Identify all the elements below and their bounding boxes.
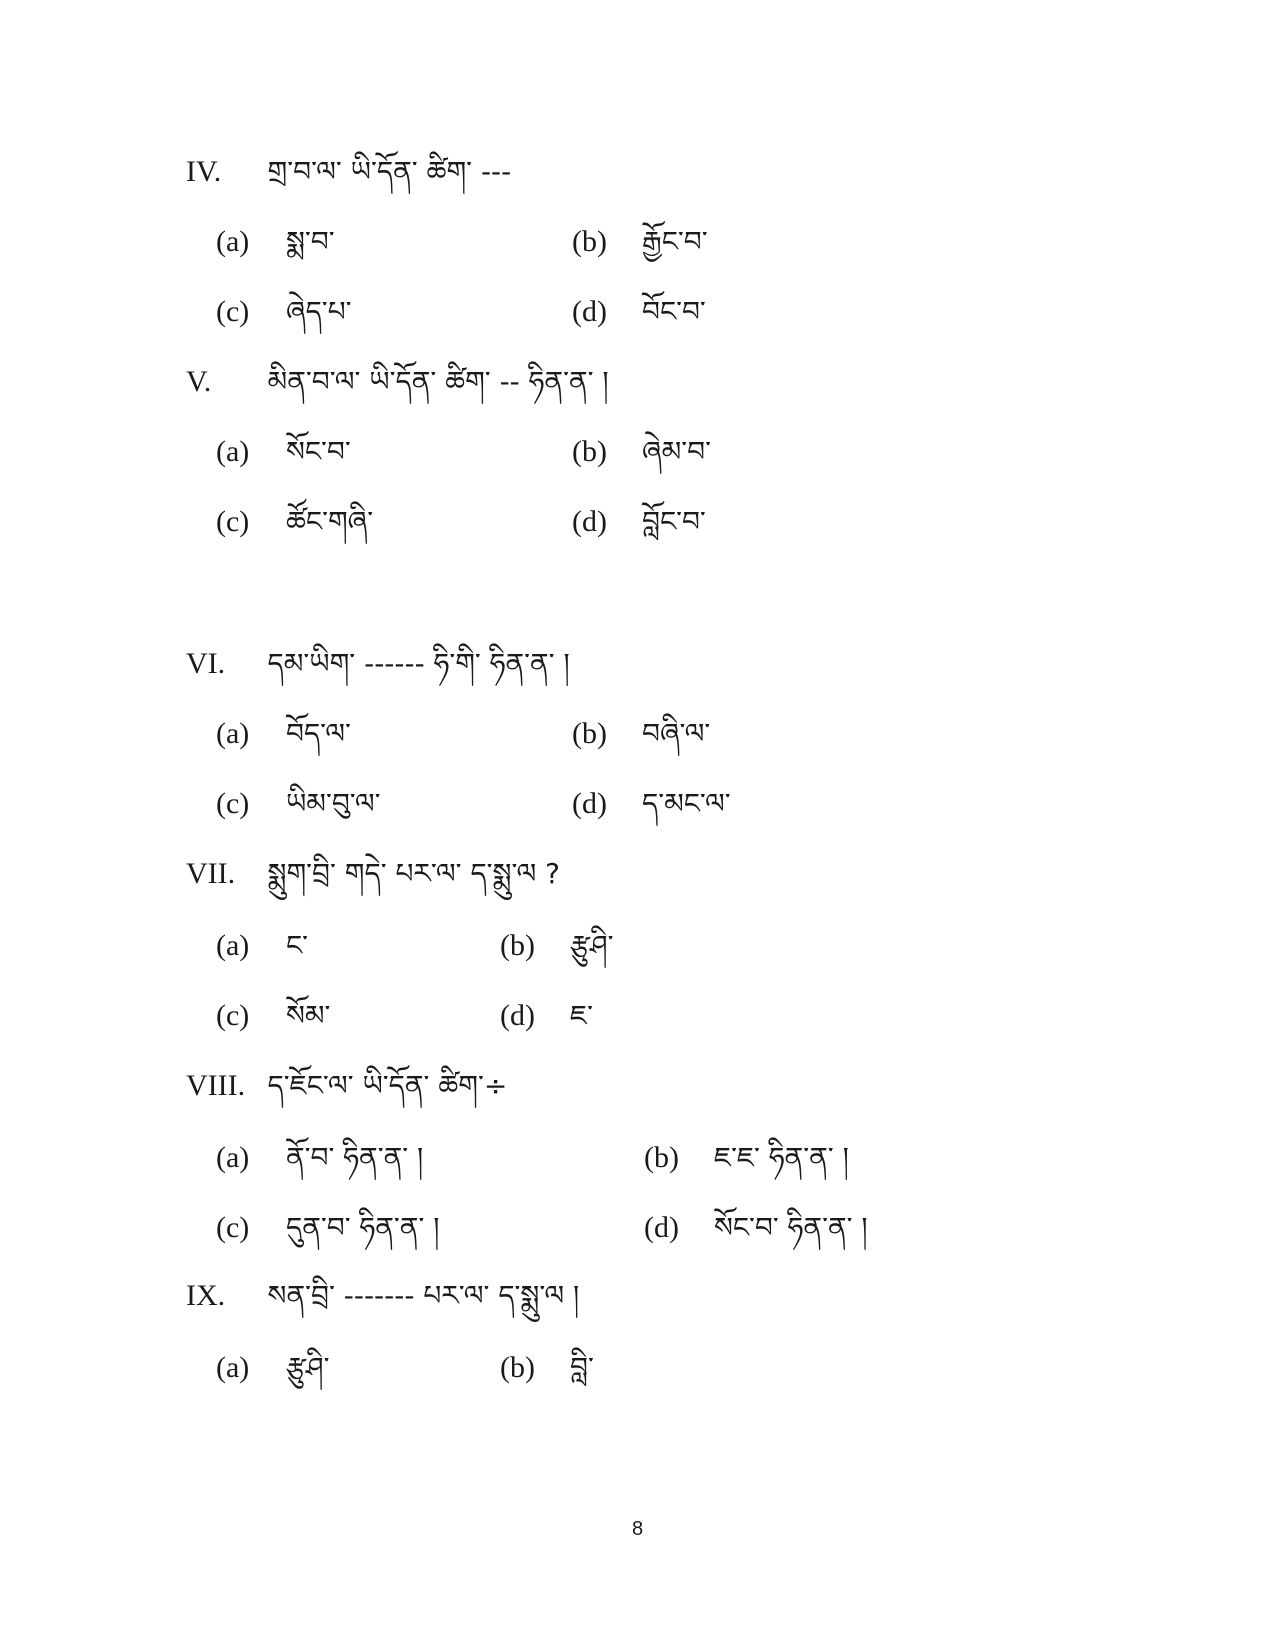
- question-number: VIII.: [186, 1069, 246, 1102]
- option-label: (a): [216, 225, 250, 258]
- question-6-option-b: [572, 714, 710, 754]
- option-text: རྩུཤི་: [570, 929, 614, 962]
- question-5-option-d: [572, 502, 706, 542]
- question-6-option-a: [216, 714, 351, 754]
- question-9-option-a: [216, 1348, 329, 1388]
- question-4-option-c: [216, 292, 352, 332]
- question-4-option-a: [216, 222, 335, 262]
- question-9-prompt: [186, 1276, 579, 1316]
- option-label: (a): [216, 929, 250, 962]
- option-label: (d): [572, 505, 607, 538]
- question-number: VII.: [186, 857, 236, 890]
- option-text: ཞེམ་བ་: [642, 435, 711, 468]
- option-text: ང་: [286, 929, 309, 962]
- question-text: སྨུག་བྲི་ གདེ་ པར་ལ་ ད་སྨུ་ལ ?: [267, 857, 561, 890]
- option-text: བོད་ལ་: [286, 717, 351, 750]
- question-4-prompt: [186, 152, 511, 192]
- question-5-option-c: [216, 502, 373, 542]
- question-text: གྲ་བ་ལ་ ཡི་དོན་ ཚིག་ ---: [267, 155, 512, 188]
- question-8-option-d: [644, 1208, 868, 1248]
- option-text: ཚོང་གཞི་: [286, 505, 374, 538]
- option-text: ད་མང་ལ་: [642, 787, 731, 820]
- option-text: བློང་བ་: [642, 505, 706, 538]
- option-text: ཇ་ཇ་ ཧིན་ན་ །: [714, 1141, 849, 1174]
- option-label: (c): [216, 505, 250, 538]
- question-8-option-b: [644, 1138, 849, 1178]
- option-label: (b): [500, 929, 535, 962]
- option-label: (c): [216, 999, 250, 1032]
- option-text: བོང་བ་: [642, 295, 706, 328]
- question-text: ད་ཇོང་ལ་ ཡི་དོན་ ཚིག་÷: [267, 1069, 508, 1102]
- question-8-prompt: [186, 1066, 507, 1106]
- question-text: དམ་ཡིག་ ------ ཧི་གི་ ཧིན་ན་ །: [267, 647, 570, 680]
- option-text: ཞེད་པ་: [286, 295, 352, 328]
- option-label: (b): [572, 717, 607, 750]
- question-6-option-d: [572, 784, 731, 824]
- question-7-option-a: [216, 926, 308, 966]
- question-7-option-b: [500, 926, 613, 966]
- question-6-prompt: [186, 644, 570, 684]
- option-text: ཡིམ་བུ་ལ་: [286, 787, 381, 820]
- question-5-option-b: [572, 432, 711, 472]
- option-text: བླི་: [570, 1351, 594, 1384]
- option-label: (c): [216, 295, 250, 328]
- question-number: VI.: [186, 647, 226, 680]
- option-text: སོང་བ་ ཧིན་ན་ །: [714, 1211, 868, 1244]
- question-4-option-d: [572, 292, 706, 332]
- option-label: (b): [500, 1351, 535, 1384]
- question-number: V.: [186, 365, 212, 398]
- question-7-prompt: [186, 854, 560, 894]
- option-text: བཞི་ལ་: [642, 717, 711, 750]
- option-text: རྒྱོང་བ་: [642, 225, 708, 258]
- question-9-option-b: [500, 1348, 594, 1388]
- question-5-prompt: [186, 362, 609, 402]
- question-8-option-c: [216, 1208, 439, 1248]
- question-text: མིན་བ་ལ་ ཡི་དོན་ ཚིག་ -- ཧིན་ན་ །: [267, 365, 609, 398]
- question-number: IX.: [186, 1279, 226, 1312]
- option-label: (d): [572, 295, 607, 328]
- question-7-option-c: [216, 996, 330, 1036]
- option-label: (d): [500, 999, 535, 1032]
- option-label: (a): [216, 1351, 250, 1384]
- option-label: (c): [216, 1211, 250, 1244]
- option-text: རྩུཤི་: [286, 1351, 330, 1384]
- question-6-option-c: [216, 784, 380, 824]
- question-number: IV.: [186, 155, 222, 188]
- option-label: (a): [216, 717, 250, 750]
- question-8-option-a: [216, 1138, 423, 1178]
- option-label: (b): [572, 225, 607, 258]
- option-label: (a): [216, 435, 250, 468]
- option-text: སྨ་བ་: [286, 225, 335, 258]
- option-label: (b): [572, 435, 607, 468]
- option-label: (b): [644, 1141, 679, 1174]
- option-label: (d): [572, 787, 607, 820]
- option-text: སོམ་: [286, 999, 331, 1032]
- option-label: (c): [216, 787, 250, 820]
- option-text: ནོ་བ་ ཧིན་ན་ །: [286, 1141, 424, 1174]
- option-label: (a): [216, 1141, 250, 1174]
- question-text: སན་བྲི་ ------- པར་ལ་ ད་སྨུ་ལ །: [267, 1279, 580, 1312]
- question-5-option-a: [216, 432, 351, 472]
- question-7-option-d: [500, 996, 593, 1036]
- option-text: སོང་བ་: [286, 435, 351, 468]
- option-label: (d): [644, 1211, 679, 1244]
- question-4-option-b: [572, 222, 708, 262]
- page-number: 8: [631, 1518, 644, 1540]
- option-text: ཇ་: [570, 999, 593, 1032]
- option-text: དུན་བ་ ཧིན་ན་ །: [286, 1211, 440, 1244]
